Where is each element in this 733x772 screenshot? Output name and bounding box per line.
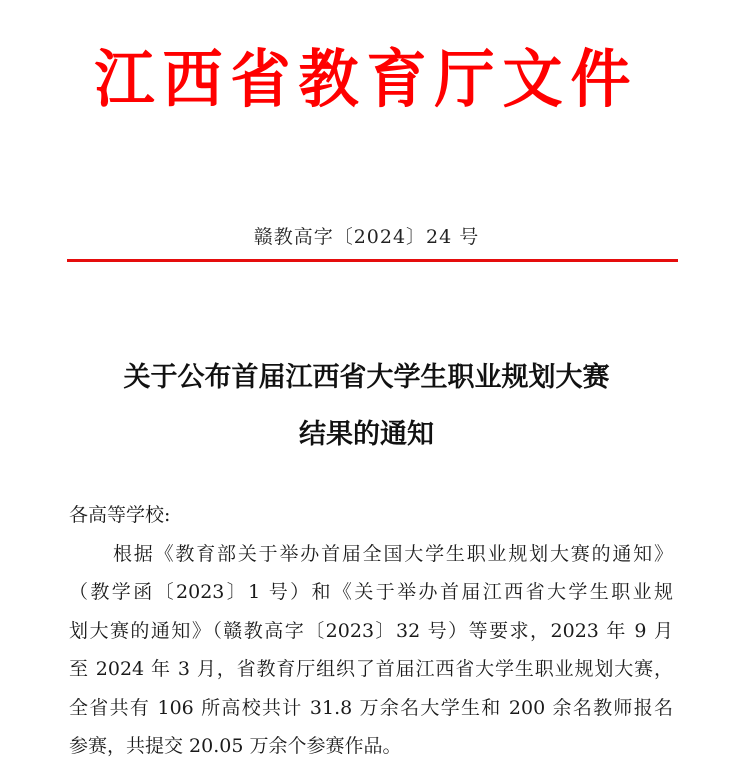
red-divider-rule	[67, 259, 678, 262]
salutation: 各高等学校:	[69, 504, 171, 526]
notice-title-line-1: 关于公布首届江西省大学生职业规划大赛	[123, 362, 610, 393]
notice-title-line-2: 结果的通知	[299, 419, 434, 450]
paragraph-line-2: （教学函〔2023〕1 号）和《关于举办首届江西省大学生职业规	[69, 581, 673, 603]
document-header	[0, 38, 733, 122]
paragraph-line-5: 全省共有 106 所高校共计 31.8 万余名大学生和 200 余名教师报名	[69, 697, 673, 719]
issuer-title: 江西省教育厅文件	[94, 43, 639, 117]
paragraph-line-4: 至 2024 年 3 月，省教育厅组织了首届江西省大学生职业规划大赛，	[69, 658, 673, 680]
paragraph-line-6: 参赛，共提交 20.05 万余个参赛作品。	[69, 735, 402, 757]
document-number: 赣教高字〔2024〕24 号	[253, 226, 480, 248]
paragraph-line-1: 根据《教育部关于举办首届全国大学生职业规划大赛的通知》	[113, 543, 673, 565]
paragraph-line-3: 划大赛的通知》（赣教高字〔2023〕32 号）等要求，2023 年 9 月	[69, 620, 673, 642]
